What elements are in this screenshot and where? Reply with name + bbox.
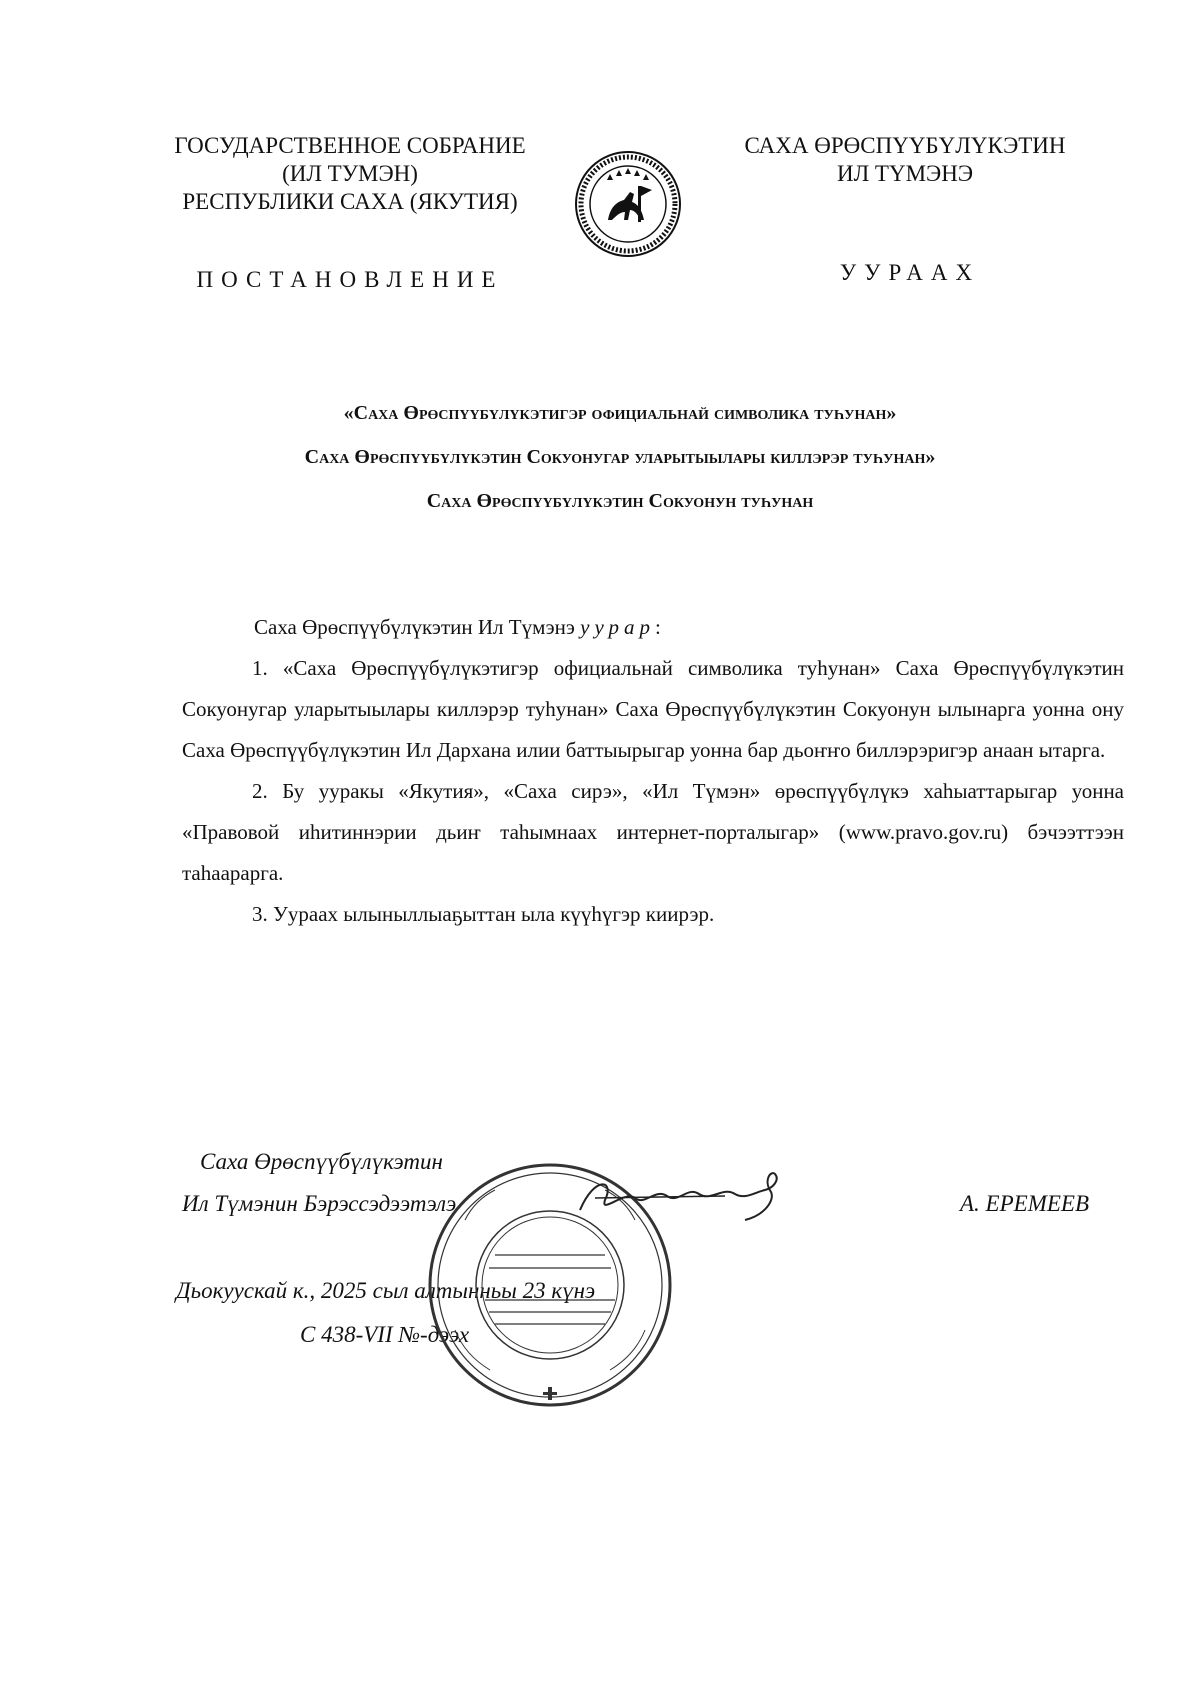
body-item-1: 1. «Саха Өрөспүүбүлүкэтигэр официальнай символика туһунан» Саха Өрөспүүбүлүкэтин Сокуонугар уларытыылары киллэрэр туһунан» Саха Өрөспүүбүлүкэтин Сокуонун ылынарга уонна ону Саха Өрөспүүбүлүкэтин Ил Дархана илии баттыырыгар уонна бар дьоҥҥо биллэрэригэр анаан ытарга. [182,656,1124,762]
header-right-line1: САХА ӨРӨСПҮҮБҮЛҮКЭТИН [744,133,1066,158]
title-line-2: Саха Өрөспүүбүлүкэтин Сокуонугар уларытыылары киллэрэр туһунан» [304,446,936,468]
body-intro: Саха Өрөспүүбүлүкэтин Ил Түмэнэ уурар: [254,615,661,639]
header-left-line2: (ИЛ ТУМЭН) [282,161,418,186]
header-left-line3: РЕСПУБЛИКИ САХА (ЯКУТИЯ) [182,189,518,214]
body-intro-text: Саха Өрөспүүбүлүкэтин Ил Түмэнэ [254,615,575,639]
body-item-2: 2. Бу ууракы «Якутия», «Саха сирэ», «Ил Түмэн» өрөспүүбүлүкэ хаһыаттарыгар уонна «Правовой иһитиннэрии дьиҥ таһымнаах интернет-порталыгар» (www.pravo.gov.ru) бэчээттээн таһаарарга. [182,779,1124,885]
signer-position-line1: Саха Өрөспүүбүлүкэтин [200,1149,443,1174]
header-left-line1: ГОСУДАРСТВЕННОЕ СОБРАНИЕ [174,133,526,158]
header-right-line2: ИЛ ТҮМЭНЭ [836,161,974,186]
document-number: С 438-VII №-дээх [300,1322,470,1347]
header-right [715,132,1095,188]
place-date: Дьокуускай к., 2025 сыл алтынньы 23 күнэ [176,1278,596,1303]
coat-of-arms-icon [574,150,682,258]
title-line-1: «Саха Өрөспүүбүлүкэтигэр официальнай символика туһунан» [343,402,897,424]
header-left [140,132,560,216]
title-line-3: Саха Өрөспүүбүлүкэтин Сокуонун туһунан [426,490,814,512]
handwritten-signature-icon [575,1170,785,1230]
document-body [182,607,1124,935]
body-item-3: 3. Уураах ылыныллыаҕыттан ыла күүһүгэр киирэр. [252,902,715,926]
doc-type-left: ПОСТАНОВЛЕНИЕ [196,267,504,292]
doc-type-right: УУРААХ [839,260,981,285]
signer-position-line2: Ил Түмэнин Бэрэссэдээтэлэ [182,1191,457,1216]
body-intro-verb: уурар [580,615,656,639]
signer-name: А. ЕРЕМЕЕВ [960,1191,1090,1216]
